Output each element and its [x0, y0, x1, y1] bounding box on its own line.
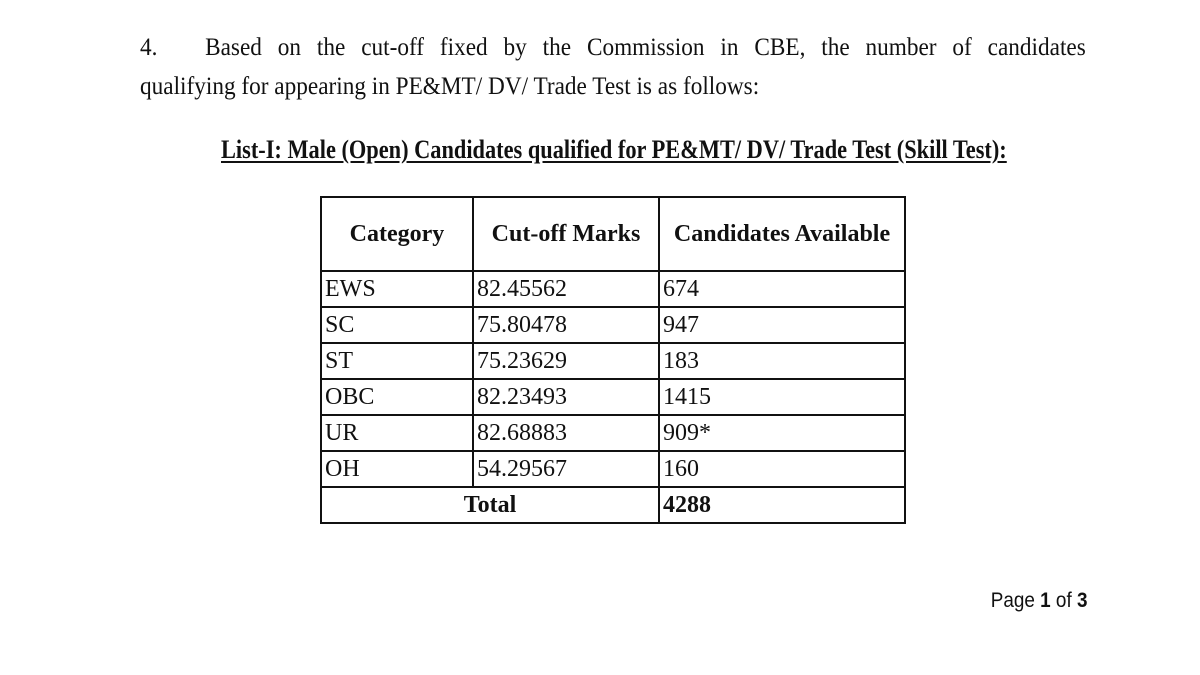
cell-candidates: 160: [659, 451, 905, 487]
paragraph-word: cut-off: [361, 34, 425, 61]
cell-category: OH: [321, 451, 473, 487]
cell-cutoff: 54.29567: [473, 451, 659, 487]
cell-category: EWS: [321, 271, 473, 307]
table-row: [321, 271, 905, 307]
paragraph-word: the: [821, 34, 850, 61]
table-header-row: [321, 197, 905, 271]
cell-candidates: 1415: [659, 379, 905, 415]
cell-cutoff: 82.68883: [473, 415, 659, 451]
paragraph-word: the: [542, 34, 572, 61]
total-value: 4288: [659, 487, 905, 523]
paragraph-word: candidates: [987, 34, 1086, 61]
cell-candidates: 947: [659, 307, 905, 343]
cell-candidates: 909*: [659, 415, 905, 451]
intro-paragraph: [140, 28, 1086, 106]
list-title: List-I: Male (Open) Candidates qualified for PE&MT/ DV/ Trade Test (Skill Test):: [221, 135, 1007, 164]
cell-category: UR: [321, 415, 473, 451]
cell-candidates: 183: [659, 343, 905, 379]
paragraph-word: on: [277, 34, 302, 61]
paragraph-word: Based: [205, 34, 262, 61]
cell-cutoff: 82.23493: [473, 379, 659, 415]
paragraph-word: in: [720, 34, 739, 61]
cell-category: SC: [321, 307, 473, 343]
cell-candidates: 674: [659, 271, 905, 307]
table-row: [321, 343, 905, 379]
table-row: [321, 415, 905, 451]
cell-category: ST: [321, 343, 473, 379]
cell-cutoff: 82.45562: [473, 271, 659, 307]
page-prefix: Page: [990, 589, 1035, 612]
cell-cutoff: 75.80478: [473, 307, 659, 343]
total-row: [321, 487, 905, 523]
table-row: [321, 379, 905, 415]
table-row: [321, 451, 905, 487]
header-cutoff-marks: Cut-off Marks: [473, 197, 659, 271]
page-number: [990, 589, 1087, 613]
paragraph-number: 4.: [140, 34, 158, 61]
table-row: [321, 307, 905, 343]
paragraph-word: Commission: [586, 34, 705, 61]
paragraph-word: CBE,: [754, 34, 806, 61]
paragraph-word: fixed: [439, 34, 488, 61]
page-current: 1: [1039, 589, 1051, 612]
cell-cutoff: 75.23629: [473, 343, 659, 379]
page-total: 3: [1076, 589, 1087, 612]
header-candidates-available: Candidates Available: [659, 197, 905, 271]
paragraph-word: of: [952, 34, 972, 61]
header-category: Category: [321, 197, 473, 271]
total-label: Total: [321, 487, 659, 523]
paragraph-word: number: [865, 34, 937, 61]
paragraph-line-1: [205, 28, 1086, 67]
cell-category: OBC: [321, 379, 473, 415]
paragraph-line-2: qualifying for appearing in PE&MT/ DV/ Trade Test is as follows:: [140, 73, 760, 100]
paragraph-word: the: [316, 34, 346, 61]
cutoff-table: [320, 196, 906, 524]
page-separator: of: [1055, 589, 1072, 612]
paragraph-word: by: [503, 34, 527, 61]
